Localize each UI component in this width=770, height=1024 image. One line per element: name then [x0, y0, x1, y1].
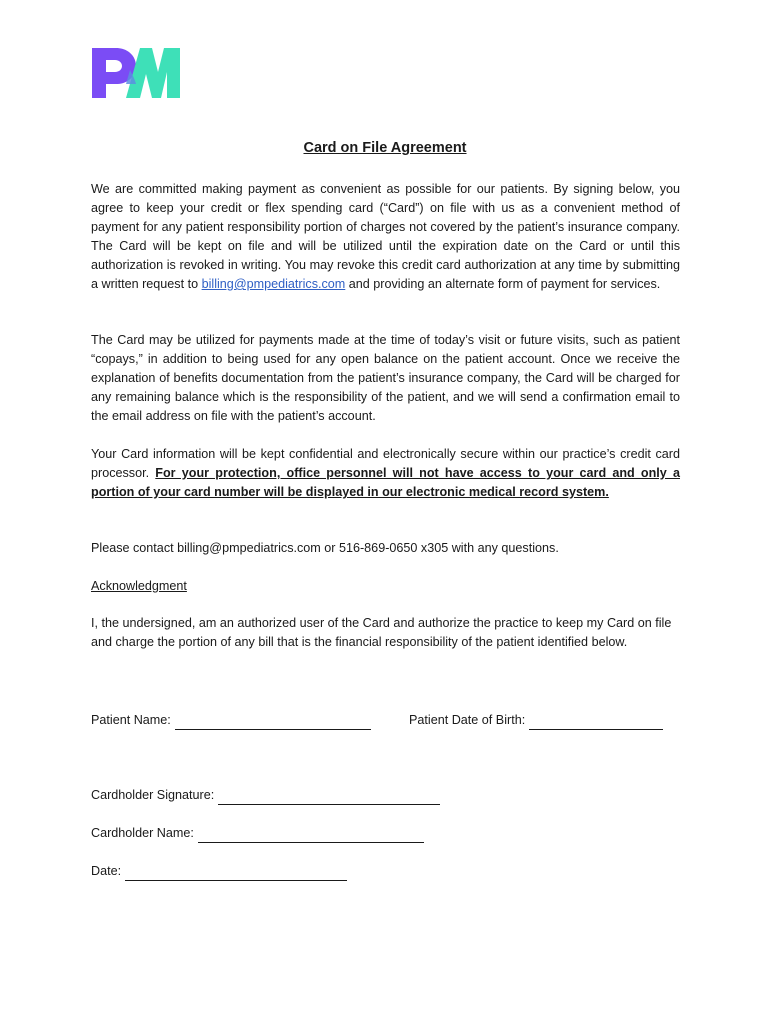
usage-paragraph: The Card may be utilized for payments made at the time of today’s visit or future visits, such as patient “copays,” in addition to being used for any open balance on the patient account. Once we receive the explanation of benefits documentation from the patient’s insurance company, the Card will be charged for any remaining balance which is the responsibility of the patient, and we will send a confirmation email to the email address on file with the patient’s account.: [91, 333, 680, 423]
patient-dob-label: Patient Date of Birth:: [409, 713, 526, 727]
patient-name-field: [91, 711, 371, 730]
date-label: Date:: [91, 864, 122, 878]
cardholder-name-input-line[interactable]: [198, 828, 424, 843]
date-field: [91, 862, 347, 881]
intro-text-end: and providing an alternate form of payment for services.: [345, 277, 661, 291]
intro-text: We are committed making payment as convenient as possible for our patients. By signing below, you agree to keep your credit or flex spending card (“Card”) on file with us as a convenient method of payment for any patient responsibility portion of charges not covered by the patient’s insurance company. The Card will be kept on file and will be utilized until the expiration date on the Card or until this authorization is revoked in writing. You may revoke this credit card authorization at any time by submitting a written request to: [91, 182, 680, 291]
cardholder-signature-input-line[interactable]: [218, 790, 440, 805]
pm-logo: [90, 46, 182, 100]
cardholder-signature-field: [91, 786, 440, 805]
security-emphasis: For your protection, office personnel will not have access to your card and only a portion of your card number will be displayed in our electronic medical record system.: [91, 466, 680, 499]
patient-name-label: Patient Name:: [91, 713, 171, 727]
date-input-line[interactable]: [125, 866, 347, 881]
page-title: Card on File Agreement: [303, 140, 467, 156]
cardholder-signature-label: Cardholder Signature:: [91, 788, 215, 802]
logo-letter-m: [126, 48, 180, 98]
patient-name-input-line[interactable]: [175, 715, 371, 730]
contact-line: Please contact billing@pmpediatrics.com or 516-869-0650 x305 with any questions.: [91, 541, 559, 555]
intro-paragraph: [91, 180, 680, 294]
patient-dob-field: [409, 711, 663, 730]
patient-dob-input-line[interactable]: [529, 715, 663, 730]
security-paragraph: [91, 445, 680, 502]
cardholder-name-label: Cardholder Name:: [91, 826, 194, 840]
cardholder-name-field: [91, 824, 424, 843]
billing-email-link[interactable]: billing@pmpediatrics.com: [201, 277, 346, 291]
acknowledgment-text: I, the undersigned, am an authorized user of the Card and authorize the practice to keep my Card on file and charge the portion of any bill that is the financial responsibility of the patient identified below.: [91, 616, 672, 649]
security-text: Your Card information will be kept confidential and electronically secure within our practice’s credit card processor.: [91, 447, 680, 480]
acknowledgment-heading: Acknowledgment: [91, 579, 187, 593]
